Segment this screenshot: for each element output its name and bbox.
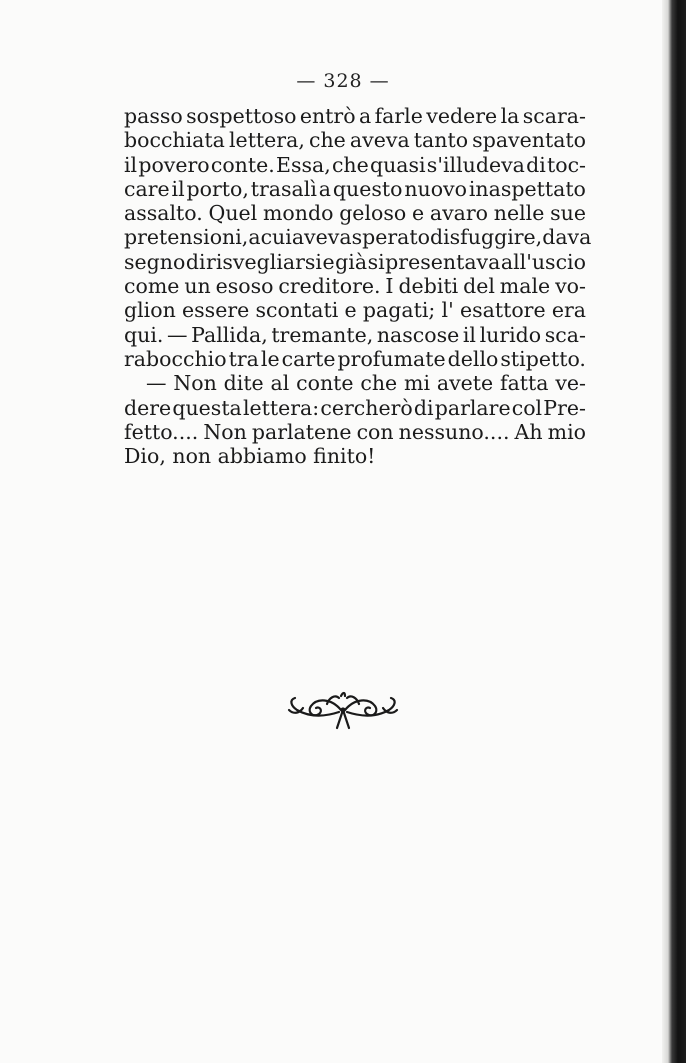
text-line: fetto.... Non parlatene con nessuno.... Ah mio <box>124 419 586 444</box>
text-line: come un esoso creditore. I debiti del male vo- <box>124 274 586 299</box>
text-line: qui. — Pallida, tremante, nascose il lurido sca- <box>124 322 586 347</box>
text-line: rabocchio tra le carte profumate dello stipetto. <box>124 346 586 371</box>
text-line: Dio, non abbiamo finito! <box>124 444 376 469</box>
text-line: care il porto, trasalì a questo nuovo inaspettato <box>124 176 586 201</box>
page-number: — 328 — <box>296 70 390 92</box>
text-line: bocchiata lettera, che aveva tanto spaventato <box>124 128 586 153</box>
text-line: — Non dite al conte che mi avete fatta ve- <box>146 371 586 396</box>
text-line: passo sospettoso entrò a farle vedere la scara- <box>124 104 586 128</box>
text-line: pretensioni, a cui aveva sperato di sfuggire, dava <box>124 225 592 250</box>
text-line: assalto. Quel mondo geloso e avaro nelle sue <box>124 201 586 226</box>
text-line: dere questa lettera: cercherò di parlare col Pre- <box>124 395 586 420</box>
text-line: segno di risvegliarsi e già si presentava all'uscio <box>124 249 586 274</box>
text-line: glion essere scontati e pagati; l' esattore era <box>124 298 586 323</box>
text-line: il povero conte. Essa, che quasi s'illudeva di toc- <box>124 152 586 177</box>
page-edge-shadow <box>662 0 686 1063</box>
decorative-ornament-icon <box>283 686 403 732</box>
body-text <box>124 104 592 469</box>
